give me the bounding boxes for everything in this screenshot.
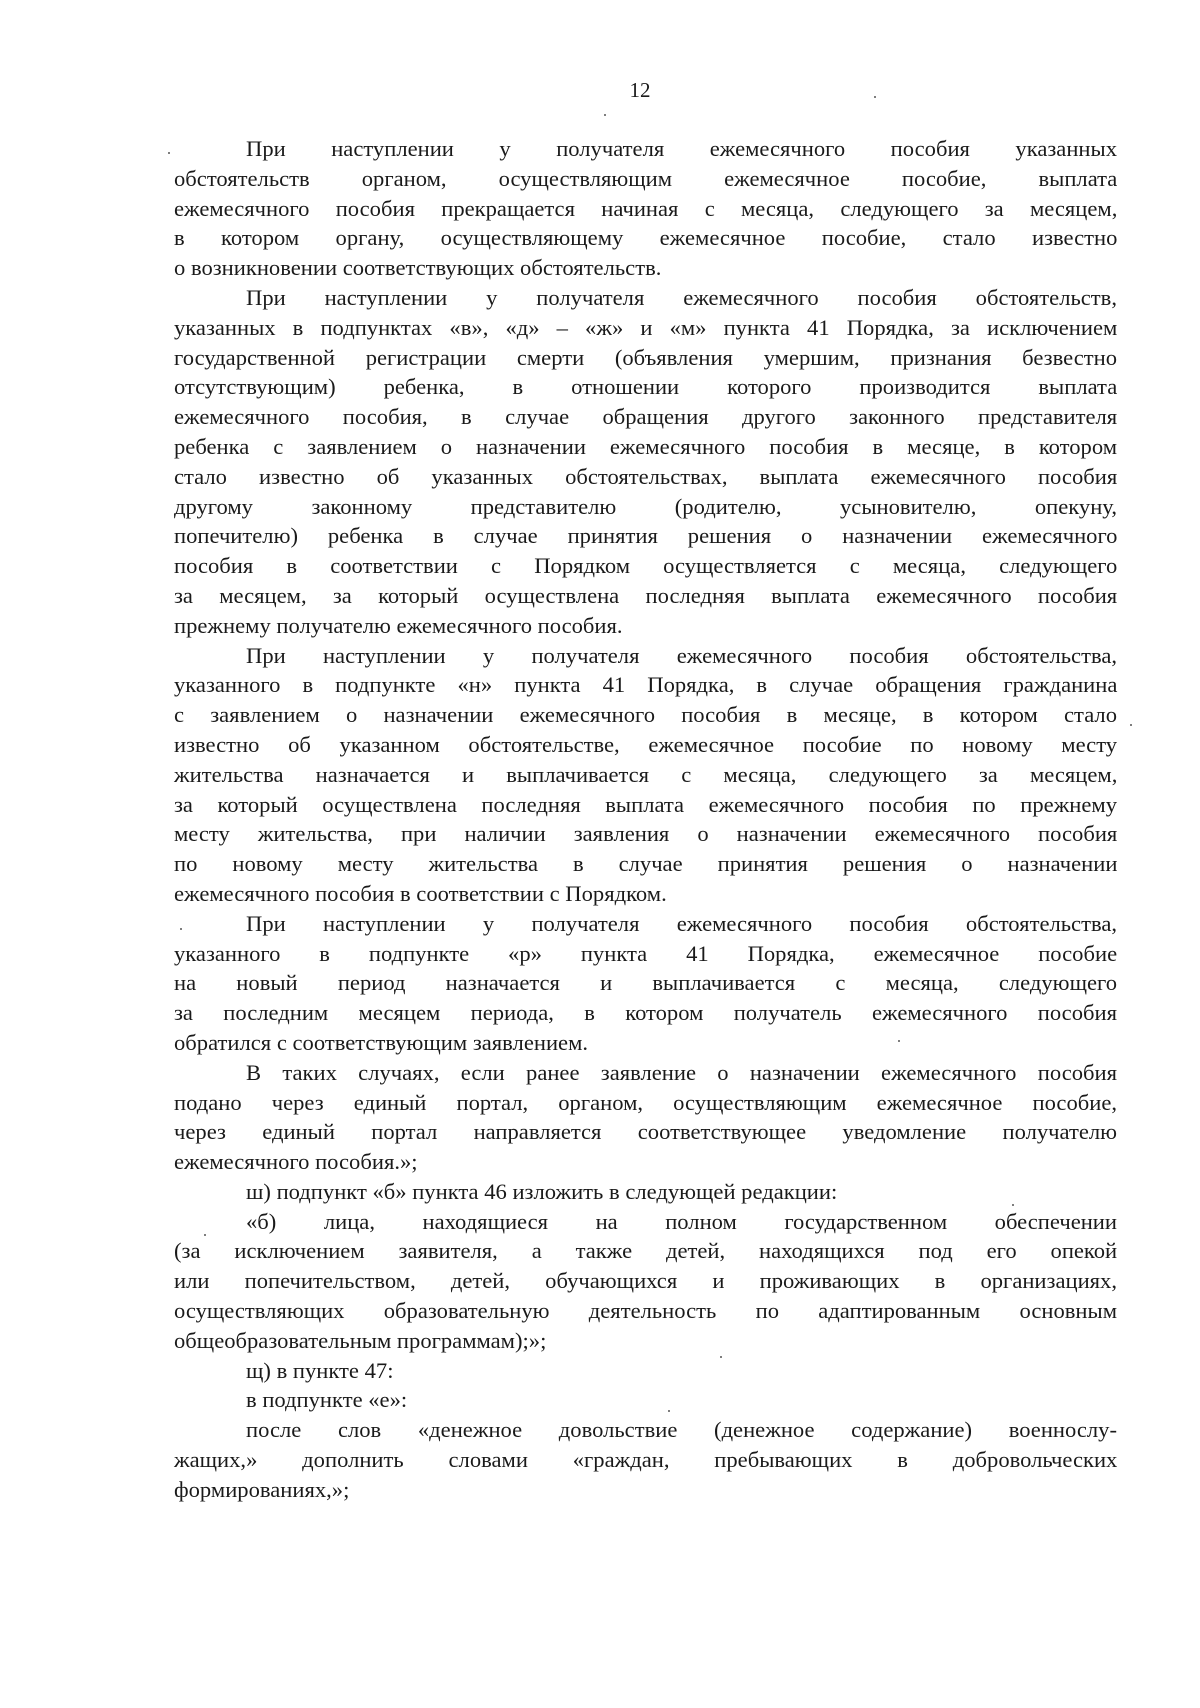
text-line: известно об указанном обстоятельстве, ежемесячное пособие по новому месту xyxy=(174,731,1118,757)
document-body xyxy=(174,134,1117,1505)
text-line: за месяцем, за который осуществлена последняя выплата ежемесячного пособия xyxy=(174,582,1118,608)
scan-speck xyxy=(168,152,170,154)
scan-speck xyxy=(1012,1204,1014,1206)
text-line: стало известно об указанных обстоятельствах, выплата ежемесячного пособия xyxy=(174,463,1118,489)
text-line: жительства назначается и выплачивается с месяца, следующего за месяцем, xyxy=(174,761,1118,787)
paragraph xyxy=(174,134,1117,283)
text-line: ежемесячного пособия.»; xyxy=(174,1149,418,1175)
text-line: отсутствующим) ребенка, в отношении которого производится выплата xyxy=(174,374,1118,400)
text-line: При наступлении у получателя ежемесячного пособия обстоятельств, xyxy=(246,284,1117,310)
text-line: государственной регистрации смерти (объявления умершим, признания безвестно xyxy=(174,344,1117,370)
paragraph xyxy=(174,283,1117,641)
text-line: ребенка с заявлением о назначении ежемесячного пособия в месяце, в котором xyxy=(174,433,1117,459)
text-line: ш) подпункт «б» пункта 46 изложить в следующей редакции: xyxy=(246,1178,838,1204)
text-line: подано через единый портал, органом, осуществляющим ежемесячное пособие, xyxy=(174,1089,1118,1115)
text-line: после слов «денежное довольствие (денежное содержание) военнослу- xyxy=(246,1417,1117,1443)
scan-speck xyxy=(204,1234,206,1236)
scan-speck xyxy=(720,1356,722,1358)
text-line: При наступлении у получателя ежемесячного пособия указанных xyxy=(246,136,1117,161)
text-line: по новому месту жительства в случае принятия решения о назначении xyxy=(174,851,1118,877)
paragraph xyxy=(174,1415,1117,1504)
paragraph xyxy=(174,1356,1117,1386)
text-line: обстоятельств органом, осуществляющим ежемесячное пособие, выплата xyxy=(174,165,1118,191)
scan-speck xyxy=(180,928,182,930)
paragraph xyxy=(174,909,1117,1058)
paragraph xyxy=(174,1385,1117,1415)
scan-speck xyxy=(604,114,606,116)
text-line: «б) лица, находящиеся на полном государственном обеспечении xyxy=(246,1208,1117,1234)
text-line: указанных в подпунктах «в», «д» – «ж» и «м» пункта 41 Порядка, за исключением xyxy=(174,314,1118,340)
text-line: формированиях,»; xyxy=(174,1476,350,1502)
text-line: через единый портал направляется соответствующее уведомление получателю xyxy=(174,1119,1117,1145)
scan-speck xyxy=(668,1410,670,1412)
text-line: за последним месяцем периода, в котором получатель ежемесячного пособия xyxy=(174,1000,1117,1026)
paragraph xyxy=(174,1177,1117,1207)
scan-speck xyxy=(1130,724,1132,726)
text-line: прежнему получателю ежемесячного пособия. xyxy=(174,612,623,638)
text-line: попечителю) ребенка в случае принятия решения о назначении ежемесячного xyxy=(174,523,1118,549)
text-line: о возникновении соответствующих обстоятельств. xyxy=(174,255,662,281)
text-line: ежемесячного пособия, в случае обращения другого законного представителя xyxy=(174,404,1118,430)
scan-speck xyxy=(874,96,876,98)
text-line: В таких случаях, если ранее заявление о назначении ежемесячного пособия xyxy=(246,1059,1117,1085)
paragraph xyxy=(174,1058,1117,1177)
page-number: 12 xyxy=(629,78,651,102)
text-line: указанного в подпункте «н» пункта 41 Порядка, в случае обращения гражданина xyxy=(174,672,1118,698)
text-line: на новый период назначается и выплачивается с месяца, следующего xyxy=(174,970,1117,996)
text-line: щ) в пункте 47: xyxy=(246,1357,394,1383)
text-line: месту жительства, при наличии заявления о назначении ежемесячного пособия xyxy=(174,821,1118,847)
text-line: При наступлении у получателя ежемесячного пособия обстоятельства, xyxy=(246,642,1117,668)
paragraph xyxy=(174,641,1117,909)
text-line: или попечительством, детей, обучающихся и проживающих в организациях, xyxy=(174,1268,1117,1294)
text-line: указанного в подпункте «р» пункта 41 Порядка, ежемесячное пособие xyxy=(174,940,1118,966)
paragraph xyxy=(174,1207,1117,1356)
text-line: жащих,» дополнить словами «граждан, пребывающих в добровольческих xyxy=(174,1447,1118,1473)
text-line: другому законному представителю (родителю, усыновителю, опекуну, xyxy=(174,493,1117,519)
text-line: (за исключением заявителя, а также детей, находящихся под его опекой xyxy=(174,1238,1118,1264)
scan-speck xyxy=(898,1040,900,1042)
text-line: в котором органу, осуществляющему ежемесячное пособие, стало известно xyxy=(174,225,1118,251)
text-line: пособия в соответствии с Порядком осуществляется с месяца, следующего xyxy=(174,553,1118,579)
text-line: При наступлении у получателя ежемесячного пособия обстоятельства, xyxy=(246,910,1117,936)
text-line: ежемесячного пособия прекращается начиная с месяца, следующего за месяцем, xyxy=(174,195,1118,221)
text-line: за который осуществлена последняя выплата ежемесячного пособия по прежнему xyxy=(174,791,1117,817)
text-line: с заявлением о назначении ежемесячного пособия в месяце, в котором стало xyxy=(174,702,1117,728)
text-line: ежемесячного пособия в соответствии с Порядком. xyxy=(174,880,667,906)
text-line: обратился с соответствующим заявлением. xyxy=(174,1029,589,1055)
text-line: осуществляющих образовательную деятельность по адаптированным основным xyxy=(174,1298,1117,1324)
text-line: общеобразовательным программам);»; xyxy=(174,1327,547,1353)
text-line: в подпункте «е»: xyxy=(246,1387,408,1413)
